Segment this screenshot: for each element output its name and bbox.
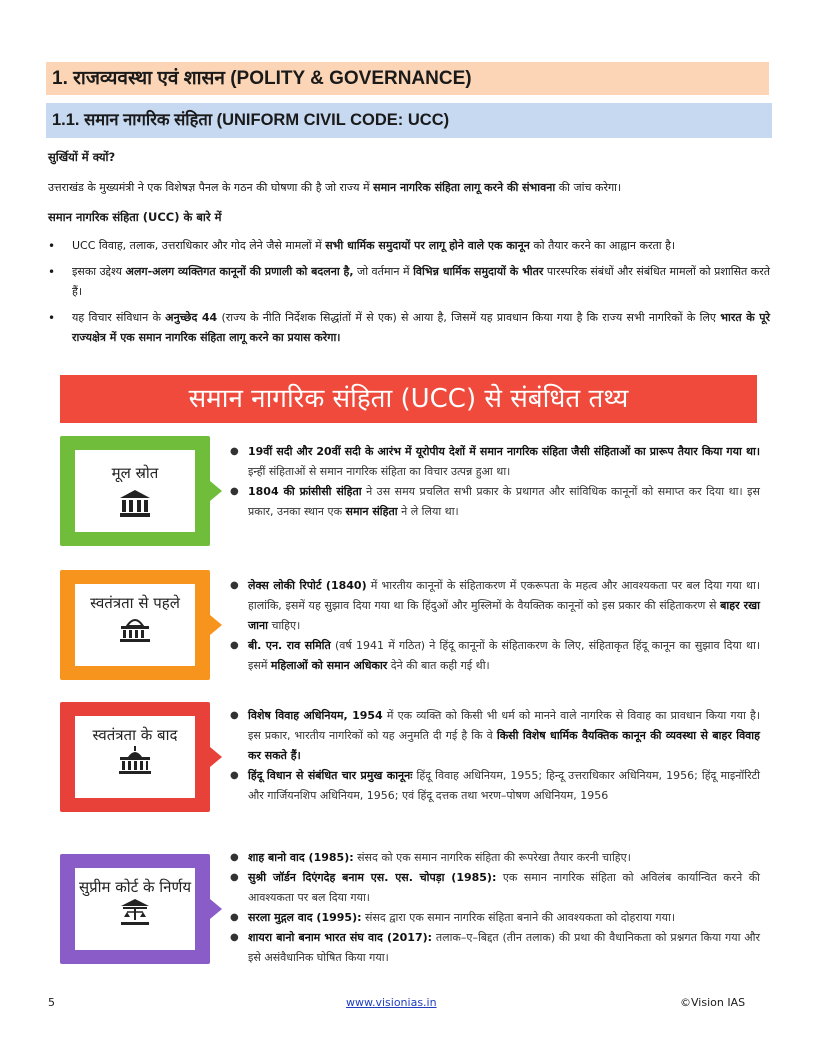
court-icon (75, 898, 195, 930)
list-item: ● लेक्स लोकी रिपोर्ट (1840) में भारतीय कानूनों के संहिताकरण में एकरूपता के महत्व और आवश्यकता पर बल दिया गया था। हालांकि, इसमें यह सुझाव दिया गया था कि हिंदुओं और मुस्लिमों के वैयक्तिक कानूनों को इस प्रकार की संहिताकरण से बाहर रखा जाना चाहिए। (230, 576, 760, 636)
about-title: समान नागरिक संहिता (UCC) के बारे में (48, 210, 222, 224)
list-item: ● हिंदू विधान से संबंधित चार प्रमुख कानूनः हिंदू विवाह अधिनियम, 1955; हिन्दू उत्तराधिकार अधिनियम, 1956; हिंदू माइनॉरिटी और गार्जियनशिप अधिनियम, 1956; एवं हिंदू दत्तक तथा भरण–पोषण अधिनियम, 1956 (230, 766, 760, 806)
subsection-heading: 1.1. समान नागरिक संहिता (UNIFORM CIVIL CODE: UCC) (46, 103, 772, 138)
footer-link-wrap (346, 996, 437, 1009)
section-items (230, 706, 760, 806)
section-items (230, 848, 760, 968)
section-items (230, 576, 760, 676)
badge-notch (210, 615, 222, 635)
website-link[interactable]: www.visionias.in (346, 996, 437, 1009)
copyright: ©Vision IAS (680, 996, 746, 1009)
building-icon (75, 488, 195, 522)
badge-title: सुप्रीम कोर्ट के निर्णय (78, 878, 192, 896)
list-item: ● शाह बानो वाद (1985): संसद को एक समान नागरिक संहिता की रूपरेखा तैयार करनी चाहिए। (230, 848, 760, 868)
badge-notch (210, 899, 222, 919)
badge-title: स्वतंत्रता के बाद (92, 726, 178, 744)
about-list (48, 236, 770, 354)
parliament-icon (75, 746, 195, 778)
badge-inner (75, 716, 195, 798)
list-item: ● सुश्री जॉर्डन दिएंगदेह बनाम एस. एस. चोपड़ा (1985): एक समान नागरिक संहिता को अविलंब कार्यान्वित करने की आवश्यकता पर बल दिया गया। (230, 868, 760, 908)
badge-inner (75, 868, 195, 950)
list-item: ● 1804 की फ्रांसीसी संहिता ने उस समय प्रचलित सभी प्रकार के प्रथागत और सांविधिक कानूनों को समाप्त कर दिया था। इस प्रकार, उनका स्थान एक समान संहिता ने ले लिया था। (230, 482, 760, 522)
why-news-text: उत्तराखंड के मुख्यमंत्री ने एक विशेषज्ञ पैनल के गठन की घोषणा की है जो राज्य में समान नागरिक संहिता लागू करने की संभावना की जांच करेगा। (48, 181, 622, 194)
badge-notch (210, 481, 222, 501)
list-item: ● विशेष विवाह अधिनियम, 1954 में एक व्यक्ति को किसी भी धर्म को मानने वाले नागरिक से विवाह का प्रावधान किया गया है। इस प्रकार, भारतीय नागरिकों को यह अनुमति दी गई है कि वे किसी विशेष धार्मिक वैयक्तिक कानून की व्यवस्था से बाहर विवाह कर सकते हैं। (230, 706, 760, 766)
list-item: ● शायरा बानो बनाम भारत संघ वाद (2017): तलाक–ए–बिद्दत (तीन तलाक) की प्रथा की वैधानिकता को प्रश्नगत किया गया और इसे असंवैधानिक घोषित किया गया। (230, 928, 760, 968)
section-badge (60, 854, 220, 964)
page-number: 5 (48, 996, 55, 1009)
facts-section-origin (60, 436, 760, 556)
section-badge (60, 570, 220, 680)
badge-title: स्वतंत्रता से पहले (90, 594, 180, 612)
list-item: ● सरला मुद्गल वाद (1995): संसद द्वारा एक समान नागरिक संहिता बनाने की आवश्यकता को दोहराया गया। (230, 908, 760, 928)
badge-inner (75, 584, 195, 666)
list-item: ● बी. एन. राव समिति (वर्ष 1941 में गठित) ने हिंदू कानूनों के संहिताकरण के लिए, संहिताकृत हिंदू कानून का सुझाव दिया था। इसमें महिलाओं को समान अधिकार देने की बात कही गई थी। (230, 636, 760, 676)
facts-section-pre-independence (60, 570, 760, 690)
badge-notch (210, 747, 222, 767)
facts-section-post-independence (60, 702, 760, 822)
list-item: ● 19वीं सदी और 20वीं सदी के आरंभ में यूरोपीय देशों में समान नागरिक संहिता जैसी संहिताओं का प्रारूप तैयार किया गया था। इन्हीं संहिताओं से समान नागरिक संहिता का विचार उत्पन्न हुआ था। (230, 442, 760, 482)
list-item: • यह विचार संविधान के अनुच्छेद 44 (राज्य के नीति निर्देशक सिद्धांतों में से एक) से आया है, जिसमें यह प्रावधान किया गया है कि राज्य सभी नागरिकों के लिए भारत के पूरे राज्यक्षेत्र में एक समान नागरिक संहिता लागू करने का प्रयास करेगा। (48, 308, 770, 348)
section-badge (60, 436, 220, 546)
section-badge (60, 702, 220, 812)
section-heading: 1. राजव्यवस्था एवं शासन (POLITY & GOVERNANCE) (46, 62, 769, 95)
why-news-title: सुर्खियों में क्यों? (48, 150, 116, 164)
list-item: • इसका उद्देश्य अलग-अलग व्यक्तिगत कानूनों की प्रणाली को बदलना है, जो वर्तमान में विभिन्न धार्मिक समुदायों के भीतर पारस्परिक संबंधों और संबंधित मामलों को प्रशासित करते हैं। (48, 262, 770, 302)
parliament-icon (75, 614, 195, 646)
badge-title: मूल स्रोत (111, 464, 159, 482)
facts-banner: समान नागरिक संहिता (UCC) से संबंधित तथ्य (60, 375, 757, 423)
list-item: • UCC विवाह, तलाक, उत्तराधिकार और गोद लेने जैसे मामलों में सभी धार्मिक समुदायों पर लागू होने वाले एक कानून को तैयार करने का आह्वान करता है। (48, 236, 770, 256)
badge-inner (75, 450, 195, 532)
section-items (230, 442, 760, 522)
facts-section-supreme-court (60, 848, 760, 988)
